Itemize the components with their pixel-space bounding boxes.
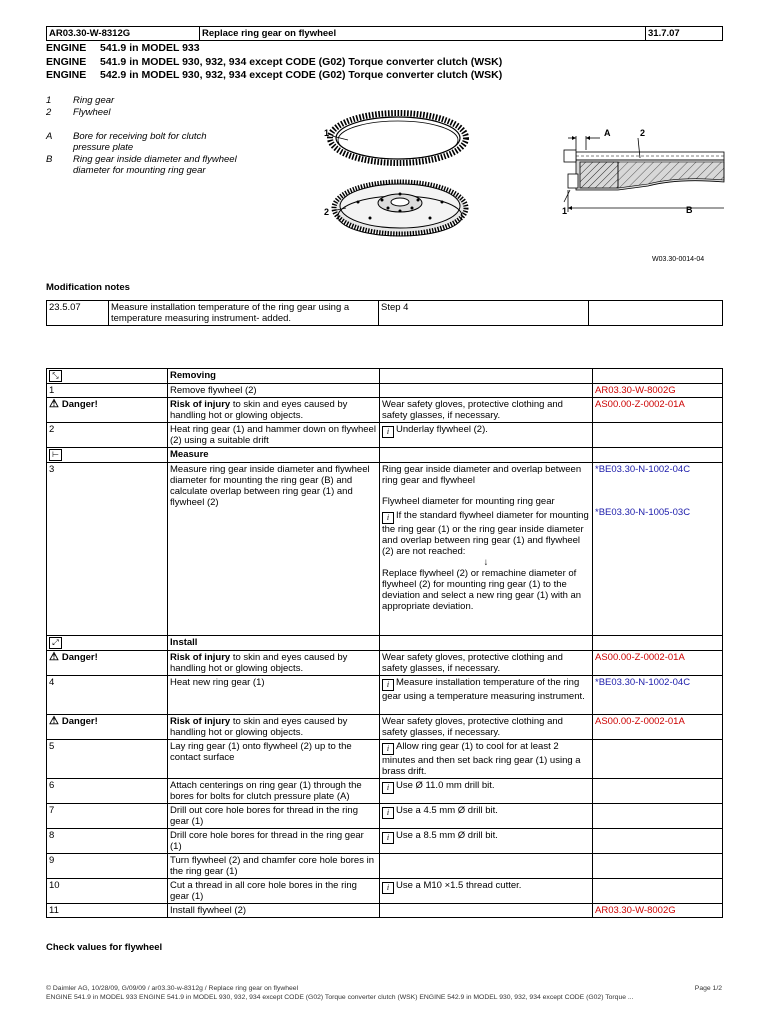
step-text: Measure ring gear inside diameter and flywheel diameter for mounting the ring gear (B) and calculate overlap between ring gear (1) and flywheel (2) bbox=[168, 463, 380, 636]
removing-symbol-icon: ⤡ bbox=[49, 370, 62, 382]
row-step-8 bbox=[47, 829, 723, 854]
check-values-title: Check values for flywheel bbox=[46, 942, 163, 953]
legend-item-a: A Bore for receiving bolt for clutch pressure plate bbox=[46, 131, 207, 153]
row-step-10 bbox=[47, 879, 723, 904]
reference-link[interactable]: AS00.00-Z-0002-01A bbox=[593, 398, 723, 423]
footer-line-2: ENGINE 541.9 in MODEL 933 ENGINE 541.9 in MODEL 930, 932, 934 except CODE (G02) Torque converter clutch (WSK) ENGINE 542.9 in MODEL 930, 932, 934 except CODE (G02) Torque ... bbox=[46, 994, 634, 1001]
step-note: Use a 8.5 mm Ø drill bit. bbox=[396, 830, 498, 841]
row-step-5 bbox=[47, 740, 723, 779]
step-note: Underlay flywheel (2). bbox=[396, 424, 488, 435]
step-number: 10 bbox=[47, 879, 168, 904]
wear-text: Wear safety gloves, protective clothing and safety glasses, if necessary. bbox=[380, 651, 593, 676]
engine-line-1: ENGINE 541.9 in MODEL 933 bbox=[46, 42, 200, 54]
step-number: 1 bbox=[47, 384, 168, 398]
callout-a: A bbox=[604, 128, 611, 138]
info-icon: i bbox=[382, 679, 394, 691]
cross-section-illustration bbox=[564, 136, 724, 212]
row-step-6 bbox=[47, 779, 723, 804]
wear-text: Wear safety gloves, protective clothing and safety glasses, if necessary. bbox=[380, 715, 593, 740]
step-note: Allow ring gear (1) to cool for at least 2 minutes and then set back ring gear (1) using a brass drift. bbox=[382, 741, 581, 777]
step-text: Install flywheel (2) bbox=[168, 904, 380, 918]
step-note: Use Ø 11.0 mm drill bit. bbox=[396, 780, 495, 791]
row-step-11 bbox=[47, 904, 723, 918]
danger-label: Danger! bbox=[61, 652, 98, 663]
step-text: Attach centerings on ring gear (1) through the bores for bolts for clutch pressure plate (A) bbox=[168, 779, 380, 804]
step-text: Turn flywheel (2) and chamfer core hole bores in the ring gear (1) bbox=[168, 854, 380, 879]
modification-step: Step 4 bbox=[379, 301, 589, 326]
measure-replace: Replace flywheel (2) or remachine diameter of flywheel (2) for mounting ring gear (1) to the deviation and select a new ring gear (1) with an appropriate deviation. bbox=[382, 568, 582, 612]
row-install bbox=[47, 636, 723, 651]
risk-text: to skin and eyes caused by handling hot or glowing objects. bbox=[170, 652, 348, 674]
section-install: Install bbox=[168, 636, 380, 651]
reference-link[interactable]: AR03.30-W-8002G bbox=[593, 904, 723, 918]
warning-triangle-icon: ⚠ bbox=[49, 651, 59, 663]
reference-link[interactable]: AS00.00-Z-0002-01A bbox=[593, 651, 723, 676]
measure-desc-2: Flywheel diameter for mounting ring gear bbox=[382, 496, 555, 507]
engine-line-2: ENGINE 541.9 in MODEL 930, 932, 934 except CODE (G02) Torque converter clutch (WSK) bbox=[46, 56, 503, 68]
step-text: Lay ring gear (1) onto flywheel (2) up to the contact surface bbox=[168, 740, 380, 779]
row-danger-2 bbox=[47, 651, 723, 676]
arrow-down-icon: ↓ bbox=[483, 557, 489, 568]
section-removing: Removing bbox=[168, 369, 380, 384]
step-text: Remove flywheel (2) bbox=[168, 384, 380, 398]
legend-item-1: 1 Ring gear bbox=[46, 95, 115, 106]
step-number: 4 bbox=[47, 676, 168, 715]
step-number: 9 bbox=[47, 854, 168, 879]
step-note: Measure installation temperature of the ring gear using a temperature measuring instrument. bbox=[382, 677, 585, 702]
step-number: 7 bbox=[47, 804, 168, 829]
reference-link[interactable]: *BE03.30-N-1002-04C bbox=[595, 464, 691, 475]
warning-triangle-icon: ⚠ bbox=[49, 398, 59, 410]
row-measure bbox=[47, 448, 723, 463]
risk-text: to skin and eyes caused by handling hot or glowing objects. bbox=[170, 716, 348, 738]
row-step-3 bbox=[47, 463, 723, 636]
step-number: 3 bbox=[47, 463, 168, 636]
step-text: Drill out core hole bores for thread in the ring gear (1) bbox=[168, 804, 380, 829]
callout-1-left: 1 bbox=[324, 128, 330, 138]
info-icon: i bbox=[382, 743, 394, 755]
risk-text: to skin and eyes caused by handling hot or glowing objects. bbox=[170, 399, 348, 421]
info-icon: i bbox=[382, 807, 394, 819]
callout-b: B bbox=[686, 205, 693, 215]
doc-title: Replace ring gear on flywheel bbox=[200, 27, 646, 41]
callout-2-left: 2 bbox=[324, 207, 330, 217]
info-icon: i bbox=[382, 882, 394, 894]
step-note: Use a M10 ×1.5 thread cutter. bbox=[396, 880, 522, 891]
risk-label: Risk of injury bbox=[170, 716, 231, 727]
reference-link[interactable]: AS00.00-Z-0002-01A bbox=[593, 715, 723, 740]
doc-id: AR03.30-W-8312G bbox=[47, 27, 200, 41]
callout-2-right: 2 bbox=[640, 128, 646, 138]
flywheel-ring-gear-diagram bbox=[318, 90, 726, 258]
flywheel-illustration bbox=[334, 182, 466, 236]
info-icon: i bbox=[382, 512, 394, 524]
legend-item-b: B Ring gear inside diameter and flywheel diameter for mounting ring gear bbox=[46, 154, 237, 176]
risk-label: Risk of injury bbox=[170, 652, 231, 663]
step-text: Heat new ring gear (1) bbox=[168, 676, 380, 715]
danger-label: Danger! bbox=[61, 399, 98, 410]
row-step-9 bbox=[47, 854, 723, 879]
header-table bbox=[46, 26, 723, 41]
technical-drawing bbox=[318, 90, 726, 258]
row-danger-1 bbox=[47, 398, 723, 423]
row-removing bbox=[47, 369, 723, 384]
section-measure: Measure bbox=[168, 448, 380, 463]
measure-symbol-icon: ⊢ bbox=[49, 449, 62, 461]
reference-link[interactable]: *BE03.30-N-1002-04C bbox=[593, 676, 723, 715]
step-number: 8 bbox=[47, 829, 168, 854]
warning-triangle-icon: ⚠ bbox=[49, 715, 59, 727]
measure-note: If the standard flywheel diameter for mounting the ring gear (1) or the ring gear inside diameter and overlap between ring gear (1) and flywheel (2) are not reached: bbox=[382, 510, 589, 557]
engine-line-3: ENGINE 542.9 in MODEL 930, 932, 934 except CODE (G02) Torque converter clutch (WSK) bbox=[46, 69, 503, 81]
reference-link[interactable]: AR03.30-W-8002G bbox=[593, 384, 723, 398]
legend-item-2: 2 Flywheel bbox=[46, 107, 111, 118]
info-icon: i bbox=[382, 782, 394, 794]
step-text: Drill core hole bores for thread in the ring gear (1) bbox=[168, 829, 380, 854]
step-text: Cut a thread in all core hole bores in the ring gear (1) bbox=[168, 879, 380, 904]
footer-line-1: © Daimler AG, 10/28/09, G/09/09 / ar03.30-w-8312g / Replace ring gear on flywheel bbox=[46, 985, 299, 992]
step-number: 6 bbox=[47, 779, 168, 804]
ring-gear-illustration bbox=[330, 113, 466, 163]
callout-1-right: 1 bbox=[562, 206, 568, 216]
footer-page: Page 1/2 bbox=[694, 985, 722, 992]
row-step-1 bbox=[47, 384, 723, 398]
step-text: Heat ring gear (1) and hammer down on flywheel (2) using a suitable drift bbox=[168, 423, 380, 448]
row-danger-3 bbox=[47, 715, 723, 740]
risk-label: Risk of injury bbox=[170, 399, 231, 410]
row-step-4 bbox=[47, 676, 723, 715]
danger-label: Danger! bbox=[61, 716, 98, 727]
doc-date: 31.7.07 bbox=[646, 27, 723, 41]
info-icon: i bbox=[382, 426, 394, 438]
install-symbol-icon: ⤢ bbox=[49, 637, 62, 649]
figure-code: W03.30-0014-04 bbox=[652, 256, 705, 263]
wear-text: Wear safety gloves, protective clothing and safety glasses, if necessary. bbox=[380, 398, 593, 423]
modification-empty bbox=[589, 301, 723, 326]
row-step-7 bbox=[47, 804, 723, 829]
measure-desc-1: Ring gear inside diameter and overlap between ring gear and flywheel bbox=[382, 464, 582, 486]
step-number: 5 bbox=[47, 740, 168, 779]
reference-link[interactable]: *BE03.30-N-1005-03C bbox=[595, 507, 691, 518]
steps-table bbox=[46, 368, 723, 918]
modification-text: Measure installation temperature of the ring gear using a temperature measuring instrument- added. bbox=[109, 301, 379, 326]
modification-date: 23.5.07 bbox=[47, 301, 109, 326]
modification-table bbox=[46, 300, 723, 326]
step-number: 11 bbox=[47, 904, 168, 918]
step-number: 2 bbox=[47, 423, 168, 448]
step-note: Use a 4.5 mm Ø drill bit. bbox=[396, 805, 498, 816]
info-icon: i bbox=[382, 832, 394, 844]
row-step-2 bbox=[47, 423, 723, 448]
modification-notes-title: Modification notes bbox=[46, 282, 130, 293]
